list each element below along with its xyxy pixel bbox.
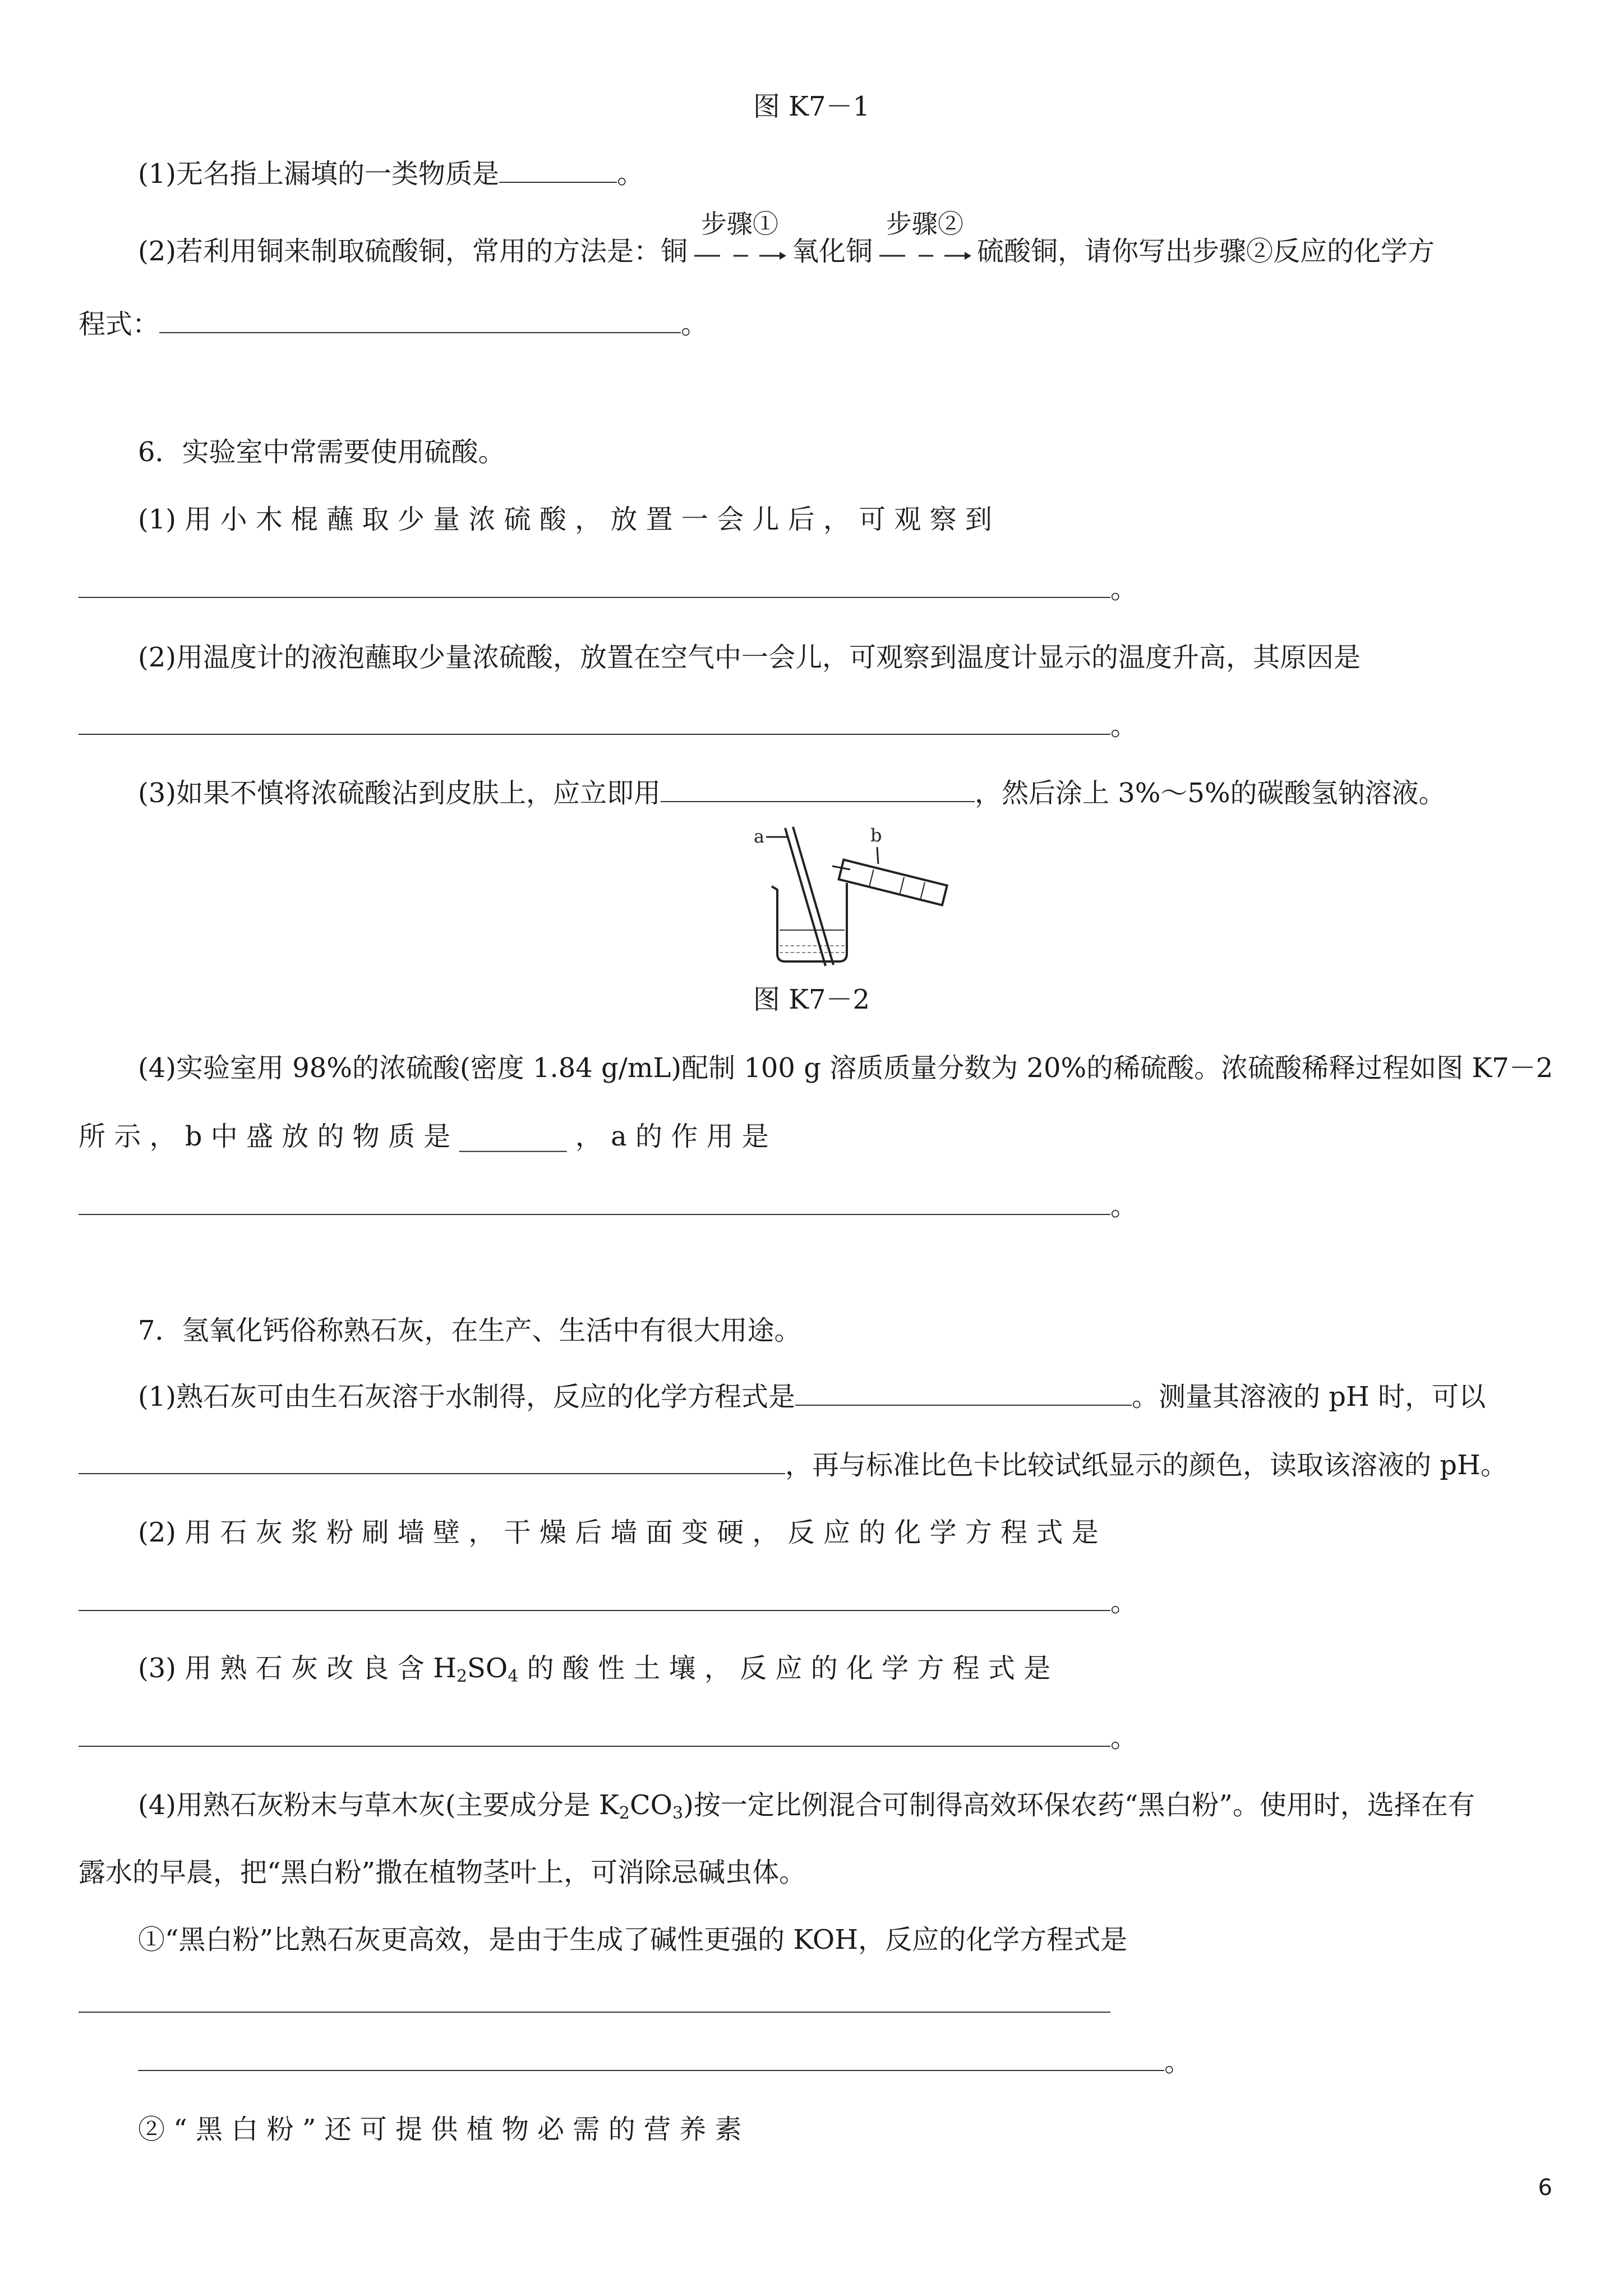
cylinder-icon [839,860,947,905]
q7-part4-sub1-blank1[interactable] [79,1987,1110,2013]
q6-part3-text-b: ，然后涂上 3%～5%的碳酸氢钠溶液。 [975,777,1446,809]
q5-part2-end: 。 [681,309,708,340]
q6-part3-blank[interactable] [661,776,975,802]
q6-part1-end: 。 [1110,573,1138,605]
q5-part2-text-b: 氧化铜 [792,236,873,267]
beaker-icon [772,883,847,961]
q7-part3-text-a: (3) 用 熟 石 灰 改 良 含 [138,1653,425,1684]
q7-part4-sub2: ② “ 黑 白 粉 ” 还 可 提 供 植 物 必 需 的 营 养 素 [138,2114,742,2145]
q5-part2-answer-line [79,307,708,341]
q7-part4-sub1-blank2[interactable] [138,2045,1164,2071]
q6-part4-line1: (4)实验室用 98%的浓硫酸(密度 1.84 g/mL)配制 100 g 溶质质量分数为 20%的稀硫酸。浓硫酸稀释过程如图 K7－2 [138,1052,1553,1084]
q7-part4-sub1-answer-line1 [79,1987,1110,2021]
q7-part1-line2 [79,1448,1507,1482]
q7-part1-blank-method[interactable] [79,1448,785,1474]
step2-arrow-icon [877,208,972,270]
formula-sub-2: 2 [456,1667,468,1686]
q6-part3 [138,776,1446,810]
q7-part2-blank[interactable] [79,1585,1110,1611]
q5-part2-text-a: (2)若利用铜来制取硫酸铜，常用的方法是：铜 [138,236,688,267]
figure-label-b: b [870,825,882,846]
q7-part3-end: 。 [1110,1722,1138,1754]
q7-part4-sub1-end: 。 [1164,2046,1192,2078]
q7-part1-blank-equation[interactable] [795,1380,1132,1406]
q5-part2-blank[interactable] [159,307,681,333]
q7-part2-answer-line [79,1585,1137,1619]
q7-part3 [138,1651,1050,1694]
q6-part2-answer-line [79,709,1137,743]
q6-part1-answer-line [79,572,1137,606]
q7-part4-line1 [138,1788,1475,1830]
q6-part4-blank[interactable] [79,1189,1110,1215]
q6-part4-line2: 所 示 ， b 中 盛 放 的 物 质 是 ________ ， a 的 作 用 是 [79,1121,769,1152]
q7-title: 7．氢氧化钙俗称熟石灰，在生产、生活中有很大用途。 [138,1315,801,1346]
step1-label: 步骤① [701,208,778,239]
figure-label-a: a [754,826,765,847]
q7-part4-text-c: )按一定比例混合可制得高效环保农药“黑白粉”。使用时，选择在有 [683,1789,1475,1821]
q7-part1 [138,1380,1486,1414]
q5-part1 [138,157,644,191]
q5-part2-text-d: 程式： [79,309,160,340]
q7-part2-end: 。 [1110,1586,1138,1618]
q6-part2: (2)用温度计的液泡蘸取少量浓硫酸，放置在空气中一会儿，可观察到温度计显示的温度升高，其原因是 [138,642,1361,673]
q7-part1-text-b: 。测量其溶液的 pH 时，可以 [1132,1381,1486,1412]
q7-part4-sub1-answer-line2 [138,2045,1191,2079]
figure-k7-1-caption: 图 K7－1 [753,91,870,122]
formula-h: H [433,1653,457,1684]
formula-k-sub: 2 [619,1803,630,1823]
q6-part4-end: 。 [1110,1190,1138,1222]
q5-part2 [138,208,1435,270]
page-number: 6 [1538,2175,1552,2201]
q7-part3-answer-line [79,1721,1137,1755]
q5-part1-text: (1)无名指上漏填的一类物质是 [138,158,499,190]
formula-so: SO [467,1653,508,1684]
q7-part2: (2) 用 石 灰 浆 粉 刷 墙 壁 ， 干 燥 后 墙 面 变 硬 ， 反 应 的 化 学 方 程 式 是 [138,1517,1099,1548]
q6-part1: (1) 用 小 木 棍 蘸 取 少 量 浓 硫 酸 ， 放 置 一 会 儿 后 ， 可 观 察 到 [138,504,992,535]
figure-k7-2-caption: 图 K7－2 [753,984,870,1015]
dilution-figure [740,819,953,976]
q6-part2-end: 。 [1110,710,1138,742]
q7-part1-text-c: ，再与标准比色卡比较试纸显示的颜色，读取该溶液的 pH。 [785,1450,1507,1481]
q7-part3-text-b: 的 酸 性 土 壤 ， 反 应 的 化 学 方 程 式 是 [527,1653,1051,1684]
q7-part4-line2: 露水的早晨，把“黑白粉”撒在植物茎叶上，可消除忌碱虫体。 [79,1857,806,1888]
formula-sub-4: 4 [508,1667,519,1686]
formula-co-sub: 3 [672,1803,684,1823]
q7-part4-text-a: (4)用熟石灰粉末与草木灰(主要成分是 K [138,1789,619,1821]
step2-label: 步骤② [886,208,964,239]
q7-part4-sub1: ①“黑白粉”比熟石灰更高效，是由于生成了碱性更强的 KOH，反应的化学方程式是 [138,1924,1128,1955]
q5-part1-blank[interactable] [499,157,617,183]
q6-part2-blank[interactable] [79,709,1110,735]
q6-part3-text-a: (3)如果不慎将浓硫酸沾到皮肤上，应立即用 [138,777,661,809]
q6-title: 6．实验室中常需要使用硫酸。 [138,436,505,468]
q5-part1-end: 。 [617,158,644,190]
step1-arrow-icon [692,208,787,270]
q7-part3-blank[interactable] [79,1721,1110,1747]
q7-part1-text-a: (1)熟石灰可由生石灰溶于水制得，反应的化学方程式是 [138,1381,795,1412]
h2so4-formula [433,1653,518,1684]
q7-part4-text-b: CO [629,1789,673,1821]
q5-part2-text-c: 硫酸铜，请你写出步骤②反应的化学方 [977,236,1435,267]
q6-part4-answer-line [79,1189,1137,1223]
q6-part1-blank[interactable] [79,572,1110,598]
